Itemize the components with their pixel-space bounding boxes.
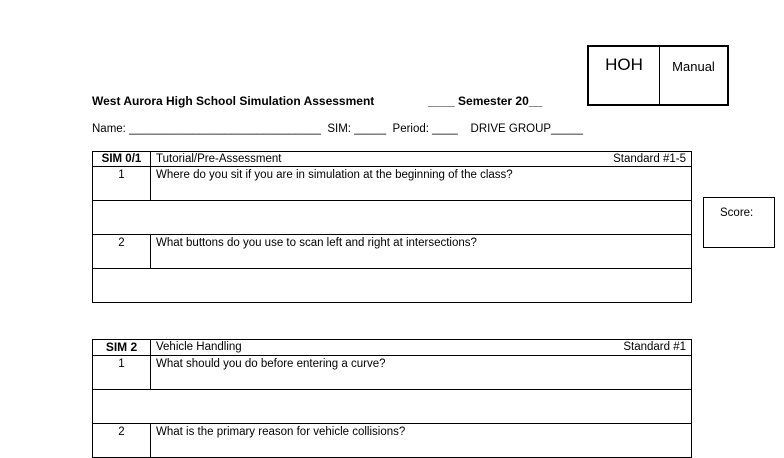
section-header <box>93 340 692 356</box>
score-box <box>703 197 775 248</box>
section-topic: Tutorial/Pre-Assessment <box>156 153 282 165</box>
section-topic: Vehicle Handling <box>156 341 242 353</box>
section-standard: Standard #1-5 <box>613 153 686 165</box>
question-number: 2 <box>93 235 151 269</box>
answer-space[interactable] <box>93 269 692 303</box>
question-row <box>93 167 692 201</box>
answer-row[interactable] <box>93 390 692 424</box>
sim-2-table <box>92 339 692 458</box>
answer-row[interactable] <box>93 269 692 303</box>
question-number: 1 <box>93 167 151 201</box>
question-text: Where do you sit if you are in simulation at the beginning of the class? <box>151 167 692 201</box>
section-label: SIM 2 <box>93 340 151 356</box>
answer-space[interactable] <box>93 390 692 424</box>
section-standard: Standard #1 <box>623 341 686 353</box>
section-topic-cell <box>151 152 692 167</box>
document-title: West Aurora High School Simulation Assessment <box>92 94 375 108</box>
question-number: 2 <box>93 424 151 458</box>
student-info-line: Name: ______________________________ SIM: _____ Period: ____ DRIVE GROUP_____ <box>92 123 584 135</box>
question-text: What is the primary reason for vehicle collisions? <box>151 424 692 458</box>
hoh-manual-box <box>587 45 729 106</box>
manual-label: Manual <box>672 59 715 74</box>
score-label: Score: <box>720 207 754 219</box>
answer-space[interactable] <box>93 201 692 235</box>
question-row <box>93 356 692 390</box>
semester-field: ____ Semester 20__ <box>428 94 543 108</box>
section-topic-cell <box>151 340 692 356</box>
sim-0-1-table <box>92 151 692 303</box>
section-header <box>93 152 692 167</box>
section-label: SIM 0/1 <box>93 152 151 167</box>
answer-row[interactable] <box>93 201 692 235</box>
question-text: What should you do before entering a curve? <box>151 356 692 390</box>
question-text: What buttons do you use to scan left and right at intersections? <box>151 235 692 269</box>
question-number: 1 <box>93 356 151 390</box>
hoh-label: HOH <box>589 47 660 104</box>
question-row <box>93 235 692 269</box>
